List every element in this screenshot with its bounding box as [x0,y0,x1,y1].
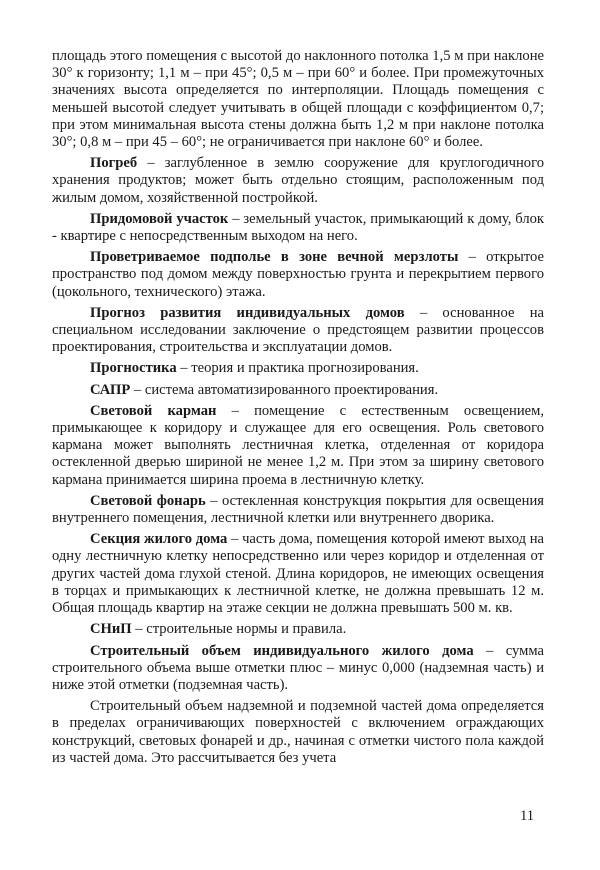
entry-svetovoy-fonar [52,493,544,527]
entry-pridomovoy-uchastok [52,211,544,245]
entry-prognoz [52,305,544,357]
entry-stroitelny-obem [52,643,544,695]
term-svetovoy-karman: Световой карман [90,402,217,419]
term-pogreb: Погреб [90,155,138,172]
entry-sapr [52,382,544,399]
definition-prognoz: – основанное на специальном исследовании заключение о предстоящем развитии процессов проектирования, строительства и эксплуатации домов. [52,304,544,356]
entry-prognostika [52,360,544,377]
entry-podpolye [52,249,544,301]
definition-stroitelny-obem: – сумма строительного объема выше отметки плюс – минус 0,000 (надземная часть) и ниже этой отметки (подземная часть). [52,642,544,693]
entry-snip [52,621,544,638]
page-number: 11 [520,808,535,824]
definition-pridomovoy-uchastok: – земельный участок, примыкающий к дому, блок - квартире с непосредственным выходом на него. [52,210,545,245]
term-prognostika: Прогностика [90,360,177,377]
definition-sapr: – система автоматизированного проектирования. [130,381,439,398]
entry-pogreb [52,155,544,207]
definition-svetovoy-karman: – помещение с естественным освещением, примыкающее к коридору и служащее для его освещения. Роль светового кармана может выполнять лестничная клетка, отделенная от коридора остекленной дверью шириной не менее 1,2 м. При этом за ширину светового кармана принимается ширина проема в лестничную клетку. [52,402,544,488]
entry-sekciya [52,531,544,617]
term-snip: СНиП [90,621,132,638]
term-stroitelny-obem: Строительный объем индивидуального жилого дома [90,642,474,659]
definition-podpolye: – открытое пространство под домом между поверхностью грунта и перекрытием первого (цокольного, технического) этажа. [52,249,544,300]
term-pridomovoy-uchastok: Придомовой участок [90,210,229,227]
continuation-paragraph: площадь этого помещения с высотой до наклонного потолка 1,5 м при наклоне 30° к горизонту; 1,1 м – при 45°; 0,5 м – при 60° и более. При промежуточных значениях высота определяется по интерполяции. Площадь помещения с меньшей высотой следует учитывать в общей площади с коэффициентом 0,7; при этом минимальная высота стены должна быть 1,2 м при наклоне потолка 30°; 0,8 м – при 45 – 60°; не ограничивается при наклоне 60° и более. [52,48,544,151]
term-sekciya: Секция жилого дома [90,531,228,548]
term-svetovoy-fonar: Световой фонарь [90,492,206,509]
definition-snip: – строительные нормы и правила. [131,621,347,638]
final-paragraph: Строительный объем надземной и подземной частей дома определяется в пределах ограничивающих поверхностей с включением ограждающих конструкций, световых фонарей и др., начиная с отметки чистого пола каждой из частей дома. Это рассчитывается без учета [52,698,544,766]
definition-prognostika: – теория и практика прогнозирования. [176,360,419,377]
term-sapr: САПР [90,381,131,398]
definition-sekciya: – часть дома, помещения которой имеют выход на одну лестничную клетку непосредственно или через коридор и отделенная от других частей дома глухой стеной. Длина коридоров, не имеющих освещения в торцах и примыкающих к лестничной клетке, не должна превышать 12 м. Общая площадь квартир на этаже секции не должна превышать 500 м. кв. [52,531,544,617]
term-podpolye: Проветриваемое подполье в зоне вечной мерзлоты [90,249,459,266]
definition-svetovoy-fonar: – остекленная конструкция покрытия для освещения внутреннего помещения, лестничной клетки или внутреннего дворика. [52,492,544,527]
term-prognoz: Прогноз развития индивидуальных домов [90,304,405,321]
page-body [52,48,544,771]
definition-pogreb: – заглубленное в землю сооружение для круглогодичного хранения продуктов; может быть отдельно стоящим, расположенным под жилым домом, хозяйственной постройкой. [52,155,544,206]
entry-svetovoy-karman [52,403,544,489]
